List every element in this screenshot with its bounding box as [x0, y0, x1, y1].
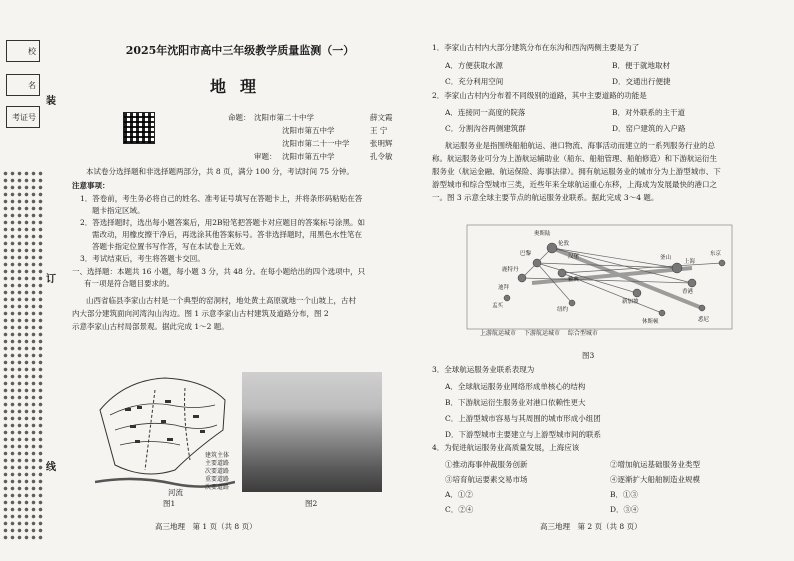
q1-option-c[interactable]: C．充分利用空间	[445, 77, 504, 86]
passage1-line: 内大部分建筑面向河湾沟山沟边。图 1 示意李家山古村建筑及道路分布，图 2	[72, 309, 329, 318]
author-school-4: 沈阳市第五中学	[282, 152, 335, 161]
author-name-4: 孔令敏	[370, 152, 393, 161]
passage2-line: 一。图 3 示意全球主要节点的航运服务业联系。据此完成 3～4 题。	[432, 193, 659, 202]
footer-page-2: 高三地理 第 2 页（共 8 页）	[540, 522, 642, 531]
figure3-network-diagram	[462, 212, 737, 342]
legend-item: 下游航运城市	[523, 330, 560, 337]
legend-item: 次要道路	[205, 484, 230, 491]
figure3-caption: 图3	[582, 351, 595, 360]
binding-char-3: 线	[46, 462, 56, 473]
q3-option-c[interactable]: C．上游型城市容易与其周围的城市形成小组团	[445, 414, 601, 423]
author-school-1: 沈阳市第二十中学	[254, 113, 314, 122]
passage1-line: 示意李家山古村局部景观。据此完成 1～2 题。	[72, 322, 229, 331]
figure2-caption: 图2	[305, 499, 318, 508]
passage2-line: 游型城市和综合型城市三类，近些年来全球航运重心东移，上海成为发展最快的港口之	[432, 180, 717, 189]
q1-stem: 1．李家山古村内大部分建筑分布在东沟和西沟两侧主要是为了	[432, 43, 640, 52]
binding-char-2: 订	[46, 274, 56, 285]
author-school-3: 沈阳市第二十一中学	[282, 139, 350, 148]
author-name-2: 王 宁	[370, 126, 388, 135]
author-role-1: 命题：	[228, 113, 251, 122]
q1-option-a[interactable]: A．方便获取水源	[445, 61, 503, 70]
section-one-line: 有一项是符合题目要求的。	[84, 279, 174, 288]
binding-margin	[0, 30, 62, 530]
section-one-line: 一、选择题：本题共 16 小题，每小题 3 分，共 48 分。在每小题给出的四个选项中，只	[72, 267, 366, 276]
author-name-3: 张明辉	[370, 139, 393, 148]
q4-option-d[interactable]: D．③④	[610, 505, 639, 514]
legend-item: 主要道路	[205, 460, 230, 467]
q3-stem: 3．全球航运服务业联系表现为	[432, 365, 535, 374]
city-label: 汉堡	[568, 254, 580, 260]
school-label: 校	[28, 46, 36, 56]
city-label: 釜山	[660, 255, 672, 261]
city-label: 奥斯陆	[534, 231, 551, 237]
author-school-2: 沈阳市第五中学	[282, 126, 335, 135]
qr-code	[123, 112, 155, 144]
binding-char-1: 装	[46, 96, 56, 107]
q3-option-a[interactable]: A．全球航运服务业网络形成单核心的结构	[445, 382, 586, 391]
school-field[interactable]	[6, 40, 40, 62]
q4-item-1: ①推动海事仲裁服务创新	[445, 460, 528, 469]
city-label: 雅典	[568, 277, 580, 283]
subject-title: 地理	[210, 77, 271, 96]
notice-line: 答题卡指定位置书写作答，写在本试卷上无效。	[92, 242, 250, 251]
notice-line: 题卡指定区域。	[92, 206, 145, 215]
legend-item: 建筑主体	[205, 452, 230, 459]
exam-id-field[interactable]	[6, 106, 40, 128]
name-field[interactable]	[6, 74, 40, 96]
q3-option-d[interactable]: D．下游型城市主要建立与上游型城市间的联系	[445, 430, 602, 439]
author-role-4: 审题：	[254, 152, 277, 161]
figure1-legend	[205, 452, 229, 492]
figure2-photo	[242, 372, 382, 492]
q4-item-4: ④逐渐扩大船舶制造业规模	[610, 475, 700, 484]
city-label: 悉尼	[698, 317, 710, 323]
author-name-1: 薛文霞	[370, 113, 393, 122]
intro-text: 本试卷分选择题和非选择题两部分，共 8 页，满分 100 分，考试时间 75 分钟。	[86, 167, 354, 176]
q4-item-3: ③培育航运要素交易市场	[445, 475, 528, 484]
q3-option-b[interactable]: B．下游航运衍生服务业对港口依赖性更大	[445, 398, 586, 407]
footer-page-1: 高三地理 第 1 页（共 8 页）	[155, 522, 257, 531]
passage2-line: 航运服务业是指围绕船舶航运、港口物流、海事活动而建立的一系列服务行业的总	[445, 141, 715, 150]
passage2-line: 服务业（航运金融、航运保险、海事法律）。拥有航运服务业的城市分为上游型城市、下	[432, 167, 721, 176]
q4-item-2: ②增加航运基础服务业类型	[610, 460, 700, 469]
q1-option-b[interactable]: B．便于就地取材	[612, 61, 671, 70]
legend-item: 重要道路	[205, 476, 230, 483]
city-label: 上海	[684, 259, 696, 265]
q4-option-a[interactable]: A．①②	[445, 490, 473, 499]
q2-option-d[interactable]: D．窑户建筑的入户路	[612, 124, 686, 133]
city-label: 迪拜	[498, 285, 510, 291]
city-label: 伦敦	[558, 241, 570, 247]
city-label: 孟买	[492, 303, 504, 309]
notice-title: 注意事项：	[72, 181, 110, 190]
city-label: 巴黎	[520, 251, 532, 257]
exam-id-label: 考证号	[12, 112, 36, 122]
passage1-line: 山西省临县李家山古村是一个典型的窑洞村，地处黄土高原就地一个山坡上，古村	[86, 296, 356, 305]
figure1-caption: 图1	[163, 499, 176, 508]
legend-item: 次要道路	[205, 468, 230, 475]
city-label: 休斯顿	[642, 319, 659, 325]
city-label: 新加坡	[622, 299, 639, 305]
city-label: 东京	[710, 251, 722, 257]
q2-option-c[interactable]: C．分割沟谷两侧建筑群	[445, 124, 526, 133]
q4-stem: 4．为促进航运服务业高质量发展，上海应该	[432, 443, 580, 452]
legend-item: 综合型城市	[567, 330, 598, 337]
city-label: 鹿特丹	[502, 267, 519, 273]
city-label: 香港	[682, 289, 694, 295]
figure3-legend	[480, 330, 598, 338]
river-label: 河流	[168, 488, 183, 497]
answer-dot-grid	[2, 170, 44, 540]
name-label: 名	[28, 80, 36, 90]
q1-option-d[interactable]: D．交通出行便捷	[612, 77, 671, 86]
legend-item: 上游航运城市	[480, 330, 517, 337]
q2-option-b[interactable]: B．对外联系的主干道	[612, 108, 686, 117]
notice-line: 2．答选择题时，选出每小题答案后，用2B铅笔把答题卡对应题目的答案标号涂黑。如	[80, 218, 366, 227]
city-label: 纽约	[557, 307, 569, 313]
notice-line: 需改动，用橡皮擦干净后，再选涂其他答案标号。答非选择题时，用黑色水性笔在	[92, 230, 362, 239]
q4-option-b[interactable]: B．①③	[610, 490, 639, 499]
q2-option-a[interactable]: A．连接同一高度的院落	[445, 108, 526, 117]
q2-stem: 2．李家山古村内分布着不同级别的道路，其中主要道路的功能是	[432, 91, 647, 100]
notice-line: 3．考试结束后，考生将答题卡交回。	[80, 254, 205, 263]
notice-line: 1．答卷前，考生务必将自己的姓名、准考证号填写在答题卡上，并将条形码粘贴在答	[80, 194, 363, 203]
passage2-line: 称。航运服务业可分为上游航运辅助业（船东、船舶管理、船舶修造）和下游航运衍生	[432, 154, 717, 163]
q4-option-c[interactable]: C．②④	[445, 505, 474, 514]
exam-title: 2025年沈阳市高中三年级教学质量监测（一）	[125, 44, 355, 57]
